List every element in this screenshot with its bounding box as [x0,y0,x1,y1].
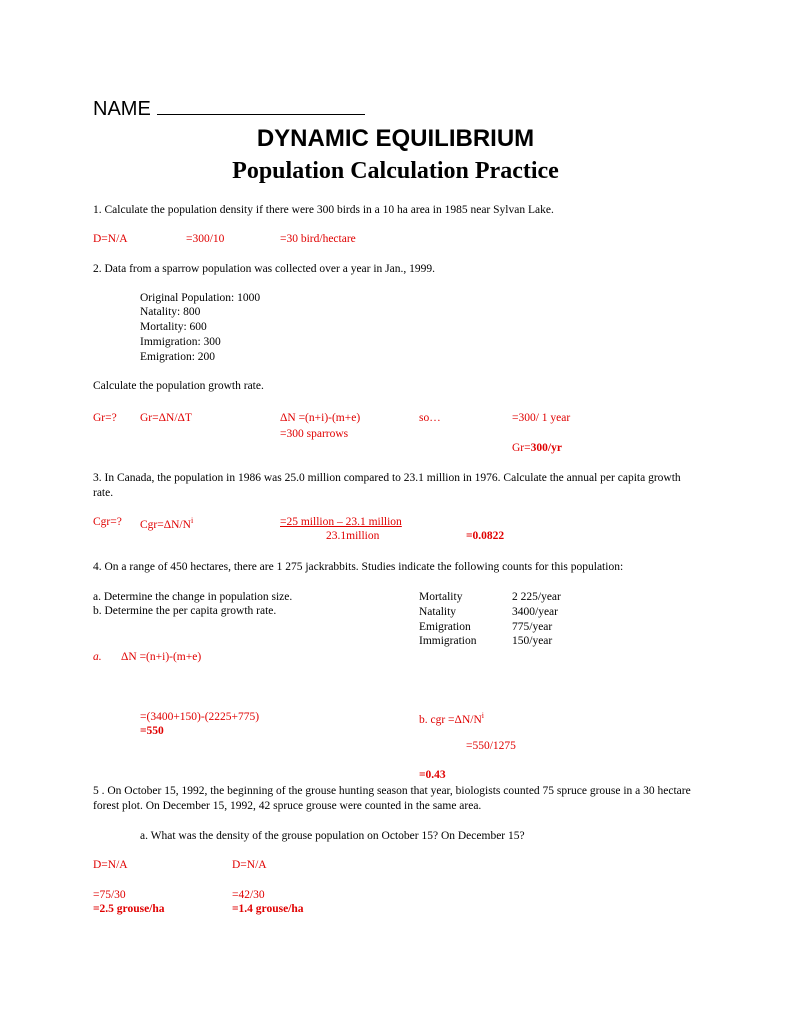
q4-table-value-mortality: 2 225/year [512,591,561,603]
q2-data-emigration: Emigration: 200 [140,351,216,363]
q2-dn-formula: ΔN =(n+i)-(m+e) [280,412,361,424]
q5-oct-formula: D=N/A [93,859,128,871]
q4-table-label-natality: Natality [419,606,457,618]
page-subtitle: Population Calculation Practice [232,158,559,184]
q2-calc: =300/ 1 year [512,412,571,424]
q2-answer-value: 300/yr [530,442,562,454]
name-label: NAME [93,98,151,120]
q3-numerator: =25 million – 23.1 million [280,516,402,528]
q2-dn-value: =300 sparrows [280,428,349,440]
page-title: DYNAMIC EQUILIBRIUM [256,125,535,152]
q3-answer: =0.0822 [466,530,505,542]
q2-data-immigration: Immigration: 300 [140,336,221,348]
q2-answer [512,442,562,455]
q2-data-mortality: Mortality: 600 [140,321,207,333]
q5-question-line1: 5 . On October 15, 1992, the beginning of the grouse hunting season that year, biologists counted 75 spruce grouse in a 30 hectare [93,785,691,797]
q4-b-calc: =550/1275 [466,740,516,752]
q4-b-formula [419,711,484,727]
q4-b-label: b. cgr =ΔN/N [419,713,482,726]
q3-cgr-unknown: Cgr=? [93,516,122,528]
q4-a-label: a. [93,651,102,663]
name-blank-line[interactable] [157,96,365,115]
q4-part-b: b. Determine the per capita growth rate. [93,605,277,617]
q3-question-line1: 3. In Canada, the population in 1986 was 25.0 million compared to 23.1 million in 1976. Calculate the annual per capita growth [93,472,681,484]
q1-question: 1. Calculate the population density if there were 300 birds in a 10 ha area in 1985 near Sylvan Lake. [93,204,554,216]
q4-b-answer: =0.43 [419,769,446,781]
q3-question-line2: rate. [93,487,114,499]
q4-part-a: a. Determine the change in population size. [93,591,293,603]
q2-answer-prefix: Gr= [512,442,531,454]
q5-sub-a: a. What was the density of the grouse population on October 15? On December 15? [140,830,525,842]
q4-table-label-immigration: Immigration [419,635,477,647]
q2-gr-unknown: Gr=? [93,412,117,424]
q5-dec-answer: =1.4 grouse/ha [232,903,304,915]
q4-a-answer: =550 [140,725,164,737]
q2-gr-formula: Gr=ΔN/ΔT [140,412,192,424]
q3-cgr-formula-sup: i [190,516,194,525]
q5-dec-calc: =42/30 [232,889,265,901]
q5-question-line2: forest plot. On December 15, 1992, 42 spruce grouse were counted in the same area. [93,800,482,812]
q3-cgr-formula [140,516,193,532]
q4-table-value-immigration: 150/year [512,635,553,647]
q2-question: 2. Data from a sparrow population was collected over a year in Jan., 1999. [93,263,436,275]
q4-table-value-natality: 3400/year [512,606,558,618]
q5-oct-answer: =2.5 grouse/ha [93,903,165,915]
q4-a-calc: =(3400+150)-(2225+775) [140,711,260,723]
q4-b-sup: i [481,711,484,720]
q2-data-natality: Natality: 800 [140,306,201,318]
q1-calc: =300/10 [186,233,225,245]
name-field[interactable] [93,96,365,121]
q1-formula: D=N/A [93,233,128,245]
q4-table-value-emigration: 775/year [512,621,553,633]
q2-so: so… [419,412,441,424]
q1-answer: =30 bird/hectare [280,233,356,245]
q4-question: 4. On a range of 450 hectares, there are 1 275 jackrabbits. Studies indicate the following counts for this population: [93,561,624,573]
q2-prompt: Calculate the population growth rate. [93,380,264,392]
q4-a-formula: ΔN =(n+i)-(m+e) [121,651,202,663]
q3-cgr-formula-text: Cgr=ΔN/N [140,518,191,531]
q2-data-original: Original Population: 1000 [140,292,261,304]
q4-table-label-mortality: Mortality [419,591,463,603]
q5-dec-formula: D=N/A [232,859,267,871]
q4-table-label-emigration: Emigration [419,621,471,633]
q5-oct-calc: =75/30 [93,889,126,901]
q3-denominator: 23.1million [326,530,380,542]
